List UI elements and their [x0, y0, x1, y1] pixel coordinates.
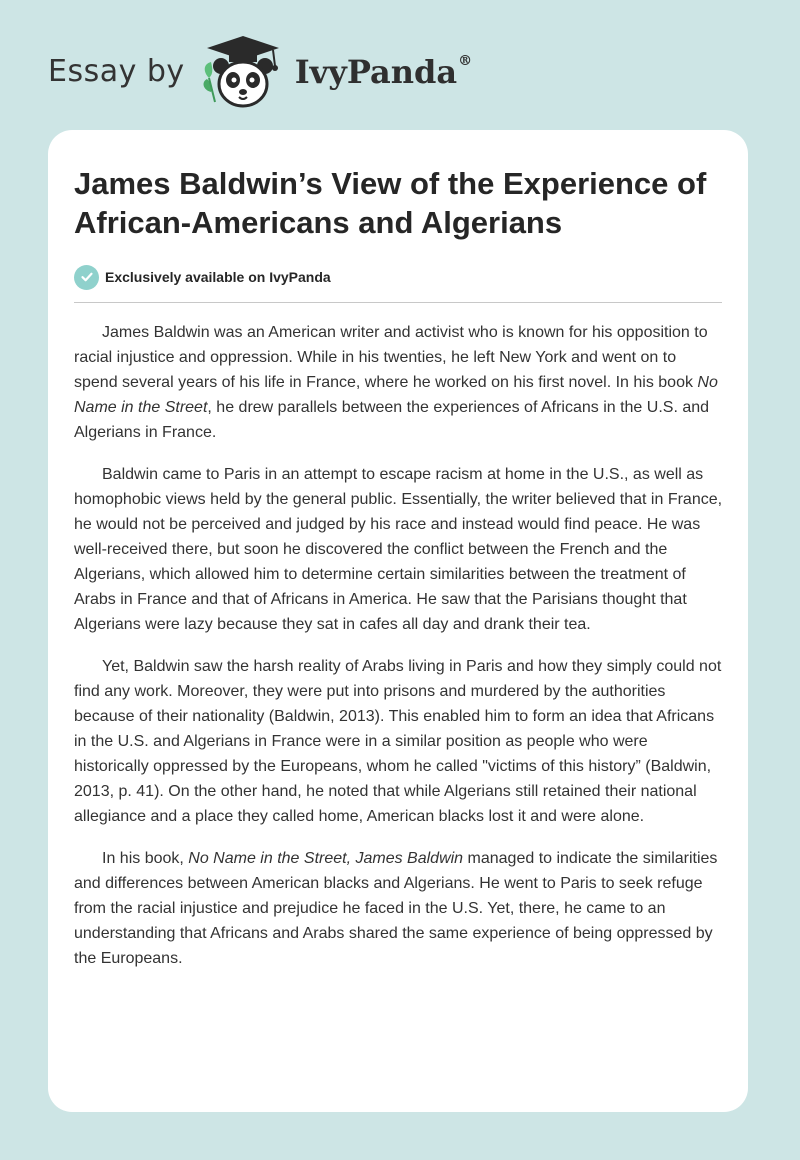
registered-mark: ® [458, 53, 473, 69]
essay-by-label: Essay by [48, 54, 185, 89]
essay-title: James Baldwin’s View of the Experience of African-Americans and Algerians [74, 166, 707, 240]
brand-name[interactable] [294, 53, 473, 91]
brand-label: IvyPanda [294, 53, 458, 91]
site-header [48, 32, 472, 112]
essay-body [74, 320, 724, 988]
paragraph-text: Yet, Baldwin saw the harsh reality of Arabs living in Paris and how they simply could not find any work. Moreover, they were put into prisons and murdered by the authorities because of their nationality (Baldwin, 2013). This enabled him to form an idea that Africans in the U.S. and Algerians in France were in a similar position as people who were historically oppressed by the Europeans, whom he called "victims of this history” (Baldwin, 2013, p. 41). On the other hand, he noted that while Algerians still retained their national allegiance and a place they called home, American blacks lost it and were alone. [74, 658, 722, 825]
paragraph-text: , he drew parallels between the experiences of Africans in the U.S. and Algerians in France. [74, 399, 710, 441]
essay-paragraph [74, 320, 724, 445]
essay-card [48, 130, 748, 1112]
paragraph-text: managed to indicate the similarities and differences between American blacks and Algerians. He went to Paris to seek refuge from the racial injustice and prejudice he faced in the U.S. Yet, there, he came to an understanding that Africans and Arabs shared the same experience of being oppressed by the Europeans. [74, 850, 718, 967]
divider [74, 302, 722, 303]
exclusive-badge [74, 264, 331, 290]
panda-graduate-logo-icon[interactable] [199, 32, 287, 112]
exclusive-label: Exclusively available on IvyPanda [105, 269, 331, 285]
book-title-italic: No Name in the Street [74, 374, 718, 416]
essay-paragraph [74, 846, 724, 971]
paragraph-text: Baldwin came to Paris in an attempt to escape racism at home in the U.S., as well as homophobic views held by the general public. Essentially, the writer believed that in France, he would not be perceived and judged by his race and instead would find peace. He was well-received there, but soon he discovered the conflict between the French and the Algerians, which allowed him to determine certain similarities between the treatment of Arabs in France and that of Africans in America. He saw that the Parisians thought that Algerians were lazy because they sat in cafes all day and drank their tea. [74, 466, 723, 633]
essay-paragraph [74, 462, 724, 637]
check-circle-icon [74, 265, 99, 290]
paragraph-text: James Baldwin was an American writer and activist who is known for his opposition to racial injustice and oppression. While in his twenties, he left New York and went on to spend several years of his life in France, where he worked on his first novel. In his book [74, 324, 708, 391]
essay-paragraph [74, 654, 724, 829]
paragraph-text: In his book, [102, 850, 189, 867]
book-title-italic: No Name in the Street, James Baldwin [188, 850, 464, 867]
